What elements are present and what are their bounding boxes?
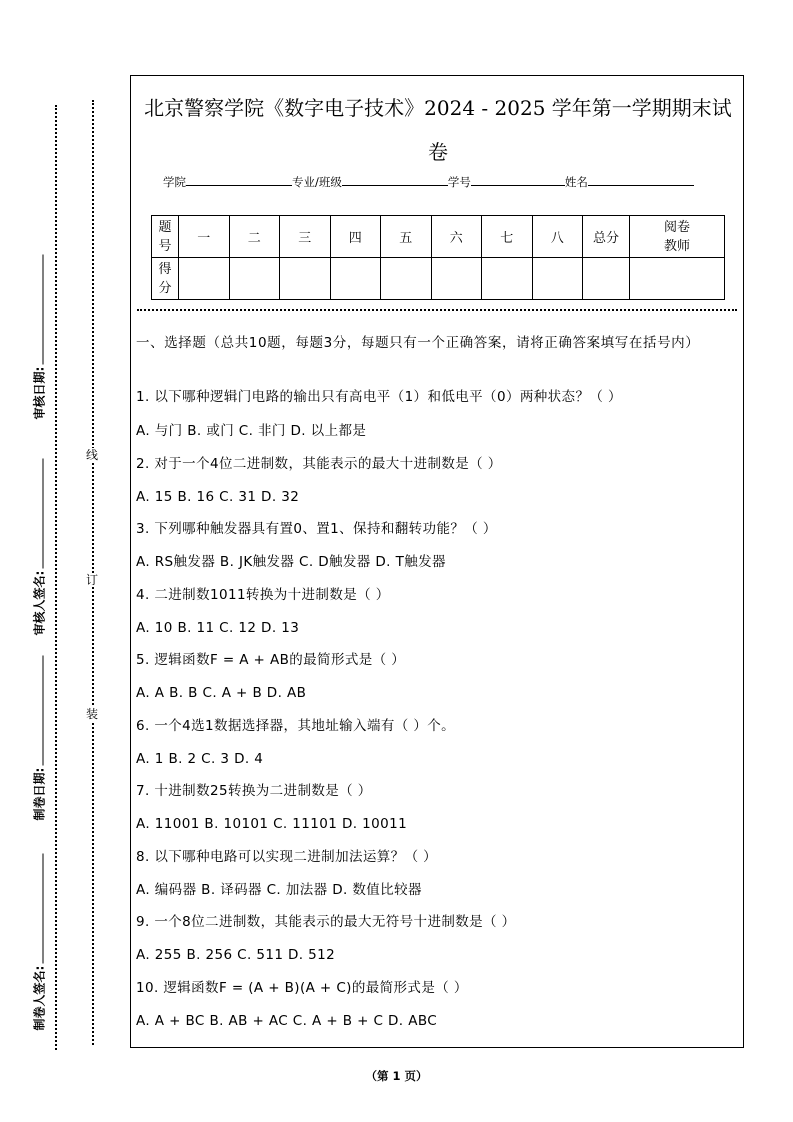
question-6: 6. 一个4选1数据选择器，其地址输入端有（ ）个。	[136, 718, 456, 734]
question-3: 3. 下列哪种触发器具有置0、置1、保持和翻转功能？（ ）	[136, 521, 497, 537]
maker-signature-blank[interactable]	[31, 854, 44, 964]
reviewer-signature-blank[interactable]	[31, 459, 44, 569]
binding-dotted-line	[55, 105, 57, 1050]
question-5: 5. 逻辑函数F = A + AB的最简形式是（ ）	[136, 652, 406, 668]
binding-label-ding: 订	[85, 573, 98, 587]
score-cell[interactable]	[330, 258, 381, 300]
section-separator	[137, 309, 737, 311]
options-4: A. 10 B. 11 C. 12 D. 13	[136, 620, 300, 636]
student-id-label: 学号	[447, 175, 471, 189]
reviewer-signature-field	[31, 466, 48, 636]
options-1: A. 与门 B. 或门 C. 非门 D. 以上都是	[136, 423, 367, 439]
score-table-score-row	[152, 258, 725, 300]
grader-header: 阅卷 教师	[630, 216, 725, 258]
question-8: 8. 以下哪种电路可以实现二进制加法运算？（ ）	[136, 849, 438, 865]
section-instructions: 一、选择题（总共10题，每题3分，每题只有一个正确答案，请将正确答案填写在括号内）	[136, 335, 700, 351]
grader-cell[interactable]	[630, 258, 725, 300]
make-date-field	[31, 651, 48, 821]
maker-signature-label: 制卷人签名:	[32, 965, 47, 1031]
col-5: 五	[381, 216, 432, 258]
question-4: 4. 二进制数1011转换为十进制数是（ ）	[136, 587, 390, 603]
exam-paper	[130, 75, 744, 1048]
review-date-field	[31, 250, 48, 420]
make-date-label: 制卷日期:	[32, 767, 47, 821]
question-10: 10. 逻辑函数F = (A + B)(A + C)的最简形式是（ ）	[136, 980, 468, 996]
question-7: 7. 十进制数25转换为二进制数是（ ）	[136, 783, 372, 799]
student-info-row	[163, 174, 694, 190]
col-4: 四	[330, 216, 381, 258]
options-7: A. 11001 B. 10101 C. 11101 D. 10011	[136, 816, 408, 832]
options-3: A. RS触发器 B. JK触发器 C. D触发器 D. T触发器	[136, 554, 446, 570]
col-total: 总分	[583, 216, 630, 258]
options-6: A. 1 B. 2 C. 3 D. 4	[136, 751, 264, 767]
major-blank[interactable]	[342, 174, 448, 186]
score-total-cell[interactable]	[583, 258, 630, 300]
col-2: 二	[229, 216, 280, 258]
question-number-header: 题 号	[152, 216, 179, 258]
col-1: 一	[179, 216, 230, 258]
exam-title	[131, 86, 745, 174]
options-10: A. A + BC B. AB + AC C. A + B + C D. ABC	[136, 1013, 438, 1029]
col-3: 三	[280, 216, 331, 258]
reviewer-signature-label: 审核人签名:	[32, 570, 47, 636]
score-table	[151, 215, 725, 300]
col-7: 七	[482, 216, 533, 258]
score-cell[interactable]	[381, 258, 432, 300]
question-1: 1. 以下哪种逻辑门电路的输出只有高电平（1）和低电平（0）两种状态？（ ）	[136, 389, 622, 405]
options-8: A. 编码器 B. 译码器 C. 加法器 D. 数值比较器	[136, 882, 422, 898]
score-cell[interactable]	[431, 258, 482, 300]
score-header: 得 分	[152, 258, 179, 300]
exam-title-line2: 卷	[428, 140, 448, 164]
options-5: A. A B. B C. A + B D. AB	[136, 685, 307, 701]
make-date-blank[interactable]	[31, 656, 44, 766]
major-label: 专业/班级	[292, 175, 342, 189]
review-date-label: 审核日期:	[32, 366, 47, 420]
score-cell[interactable]	[179, 258, 230, 300]
options-2: A. 15 B. 16 C. 31 D. 32	[136, 489, 300, 505]
options-9: A. 255 B. 256 C. 511 D. 512	[136, 947, 336, 963]
student-id-blank[interactable]	[471, 174, 565, 186]
maker-signature-field	[31, 861, 48, 1031]
exam-title-line1: 北京警察学院《数字电子技术》2024 - 2025 学年第一学期期末试	[144, 96, 732, 120]
college-blank[interactable]	[186, 174, 292, 186]
binding-label-zhuang: 装	[85, 707, 98, 721]
col-6: 六	[431, 216, 482, 258]
col-8: 八	[532, 216, 583, 258]
binding-label-xian: 线	[85, 448, 98, 462]
question-9: 9. 一个8位二进制数，其能表示的最大无符号十进制数是（ ）	[136, 914, 516, 930]
score-cell[interactable]	[229, 258, 280, 300]
page-number: （第 1 页）	[365, 1069, 428, 1083]
college-label: 学院	[163, 175, 186, 189]
score-table-header-row	[152, 216, 725, 258]
name-blank[interactable]	[588, 174, 694, 186]
name-label: 姓名	[564, 175, 588, 189]
review-date-blank[interactable]	[31, 255, 44, 365]
score-cell[interactable]	[532, 258, 583, 300]
question-2: 2. 对于一个4位二进制数，其能表示的最大十进制数是（ ）	[136, 456, 502, 472]
score-cell[interactable]	[482, 258, 533, 300]
score-cell[interactable]	[280, 258, 331, 300]
